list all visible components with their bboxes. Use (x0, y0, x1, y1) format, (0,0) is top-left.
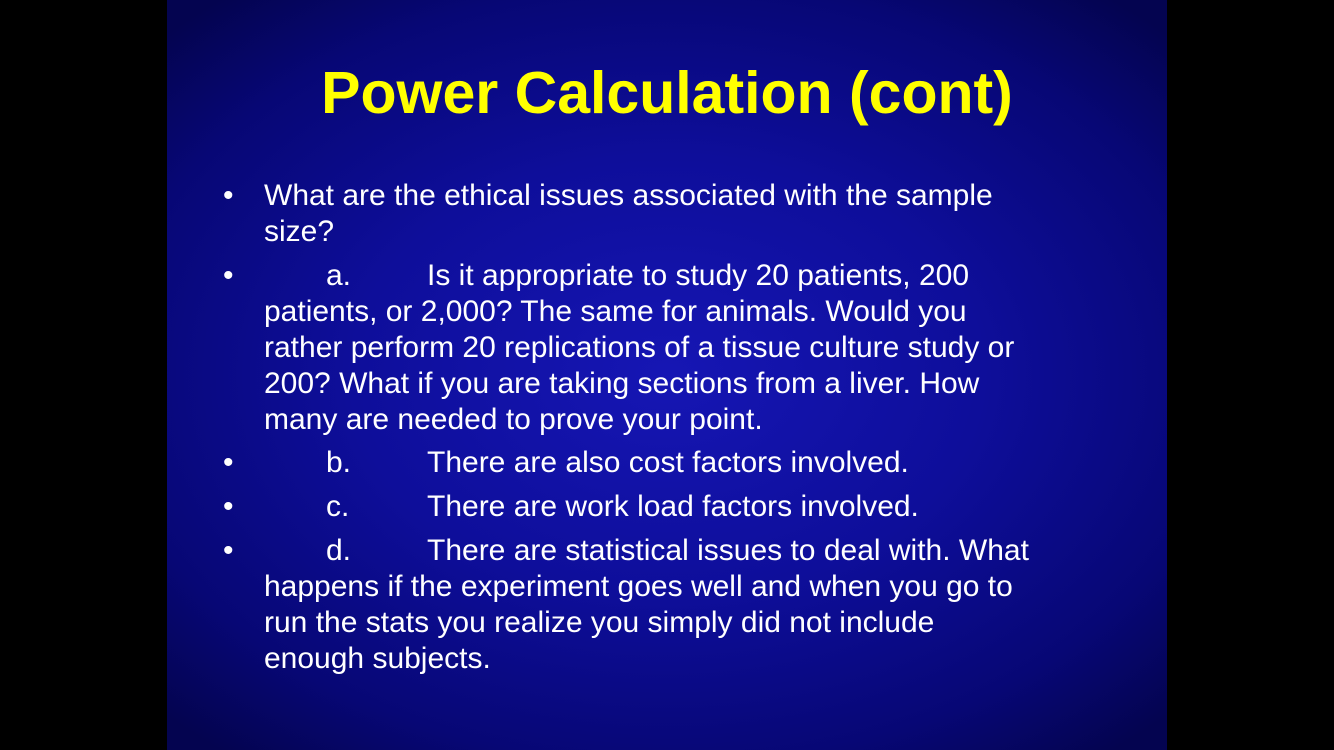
bullet-dot: • (223, 179, 234, 212)
bullet-marker: b. (326, 446, 352, 479)
bullet-first-line: Is it appropriate to study 20 patients, 200 (427, 259, 970, 292)
bullet-marker: d. (326, 534, 352, 567)
bullet-continuation: patients, or 2,000? The same for animals. Would you rather perform 20 replications of a tissue culture study or 200? What if you are taking sections from a liver. How many are needed to prove your point. (264, 295, 1015, 436)
slide (167, 0, 1167, 750)
bullet-item-a (223, 258, 1113, 438)
slide-title: Power Calculation (cont) (321, 60, 1013, 126)
bullet-dot: • (223, 534, 234, 567)
bullet-item-ethical-issues (223, 178, 1113, 250)
bullet-dot: • (223, 259, 234, 292)
bullet-head (264, 258, 1113, 294)
bullet-head (264, 533, 1113, 569)
bullet-item-b (223, 445, 1113, 481)
bullet-item-d (223, 533, 1113, 677)
bullet-marker: c. (326, 490, 350, 523)
bullet-dot: • (223, 490, 234, 523)
bullet-continuation: happens if the experiment goes well and when you go to run the stats you realize you simply did not include enough subjects. (264, 570, 1013, 675)
bullet-text: What are the ethical issues associated with the sample size? (264, 179, 993, 248)
bullet-marker: a. (326, 259, 352, 292)
bullet-dot: • (223, 446, 234, 479)
bullet-list (167, 0, 1167, 750)
bullet-first-line: There are statistical issues to deal with. What (427, 534, 1029, 567)
bullet-first-line: There are also cost factors involved. (427, 446, 909, 479)
bullet-first-line: There are work load factors involved. (427, 490, 919, 523)
bullet-item-c (223, 489, 1113, 525)
bullet-head (264, 445, 1113, 481)
bullet-head (264, 489, 1113, 525)
